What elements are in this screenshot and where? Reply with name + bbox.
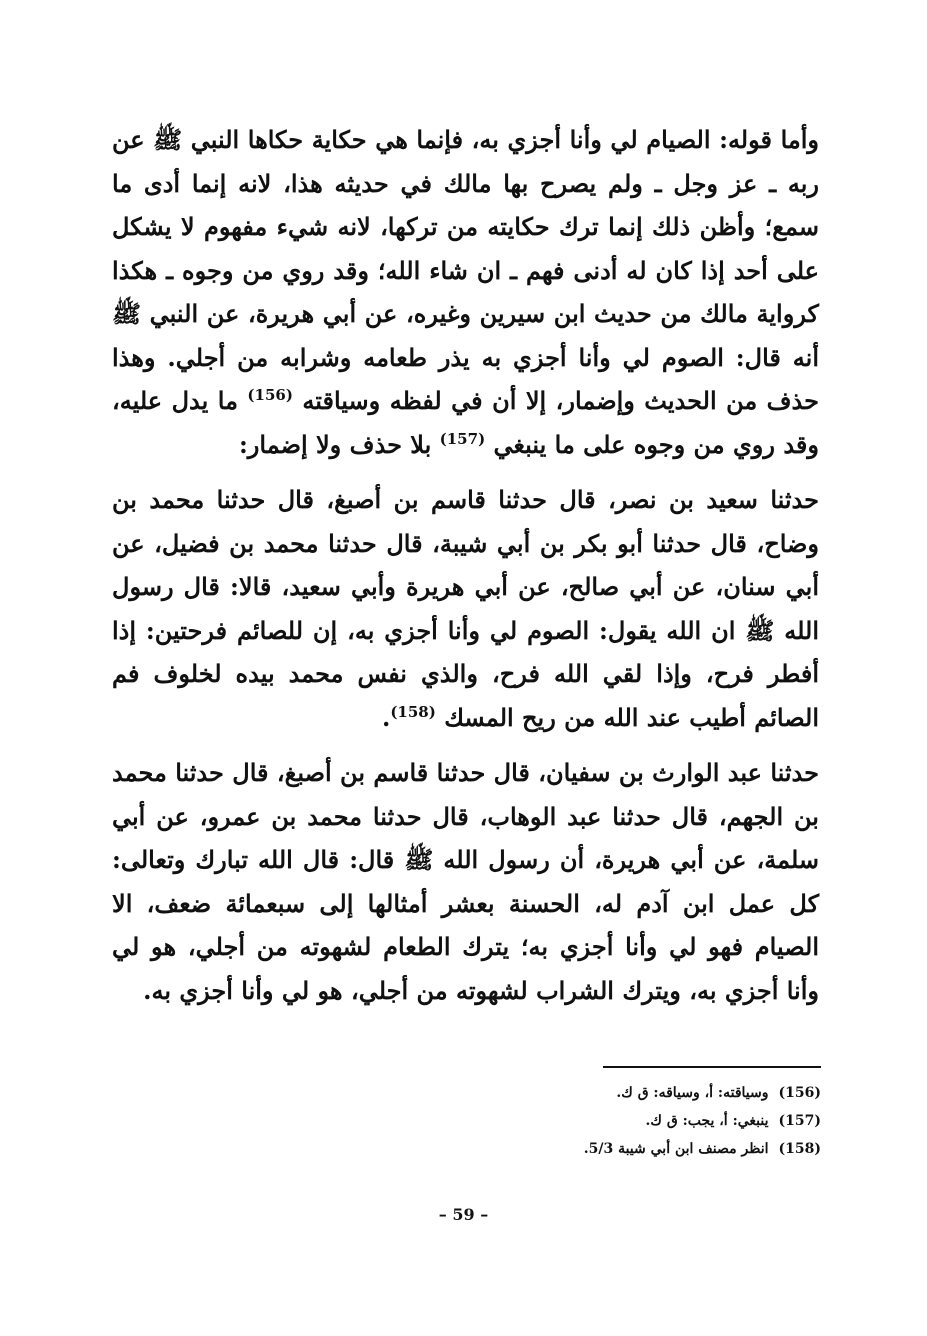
footnote-text: انظر مصنف ابن أبي شيبة 5/3. <box>583 1141 769 1157</box>
paragraph-text: وأما قوله: الصيام لي وأنا أجزي به، فإنما هي حكاية حكاها النبي ﷺ عن ربه ـ عز وجل ـ ولم يصرح بها مالك في حديثه هذا، لانه إنما أدى ما سمع؛ وأظن ذلك إنما ترك حكايته من تركها، لانه شيء مفهوم لا يشكل على أحد إذا كان له أدنى فهم ـ ان شاء الله؛ وقد روي من وجوه ـ هكذا كرواية مالك من حديث ابن سيرين وغيره، عن أبي هريرة، عن النبي ﷺ أنه قال: الصوم لي وأنا أجزي به يذر طعامه وشرابه من أجلي. وهذا حذف من الحديث وإضمار، إلا أن في لفظه وسياقته <box>112 125 819 415</box>
paragraph-text: حدثنا سعيد بن نصر، قال حدثنا قاسم بن أصبغ، قال حدثنا محمد بن وضاح، قال حدثنا أبو بكر بن أبي شيبة، قال حدثنا محمد بن فضيل، عن أبي سنان، عن أبي صالح، عن أبي هريرة وأبي سعيد، قالا: قال رسول الله ﷺ ان الله يقول: الصوم لي وأنا أجزي به، إن للصائم فرحتين: إذا أفطر فرح، وإذا لقي الله فرح، والذي نفس محمد بيده لخلوف فم الصائم أطيب عند الله من ريح المسك <box>112 485 819 732</box>
footnotes <box>400 1079 821 1163</box>
footnote-text: ينبغي: أ، يجب: ق ك. <box>645 1113 769 1129</box>
footnote-reference: (158) <box>390 702 436 721</box>
footnote-reference: (157) <box>439 429 486 448</box>
footnote-number: (156) <box>778 1085 821 1101</box>
paragraph-text: بلا حذف ولا إضمار: <box>238 429 440 459</box>
footnote-item <box>400 1107 821 1135</box>
footnote-text: وسياقته: أ، وسياقه: ق ك. <box>616 1085 769 1101</box>
paragraph-3 <box>112 751 819 1012</box>
footnote-reference: (156) <box>247 386 293 404</box>
paragraph-2 <box>112 478 819 739</box>
footnote-number: (158) <box>778 1141 821 1157</box>
footnote-number: (157) <box>778 1113 821 1129</box>
paragraph-text: . <box>381 702 391 732</box>
footnote-item <box>400 1079 821 1107</box>
paragraph-text: ما يدل عليه، وقد روي من وجوه على ما ينبغي <box>112 386 819 459</box>
main-text <box>112 118 819 1012</box>
footnote-divider <box>603 1066 821 1068</box>
footnote-item <box>400 1135 821 1163</box>
paragraph-1 <box>112 118 819 466</box>
page-number: – 59 – <box>438 1205 489 1224</box>
paragraph-text: حدثنا عبد الوارث بن سفيان، قال حدثنا قاسم بن أصبغ، قال حدثنا محمد بن الجهم، قال حدثنا عبد الوهاب، قال حدثنا محمد بن عمرو، عن أبي سلمة، عن أبي هريرة، أن رسول الله ﷺ قال: قال الله تبارك وتعالى: كل عمل ابن آدم له، الحسنة بعشر أمثالها إلى سبعمائة ضعف، الا الصيام فهو لي وأنا أجزي به؛ يترك الطعام لشهوته من أجلي، هو لي وأنا أجزي به، ويترك الشراب لشهوته من أجلي، هو لي وأنا أجزي به. <box>112 758 819 1005</box>
